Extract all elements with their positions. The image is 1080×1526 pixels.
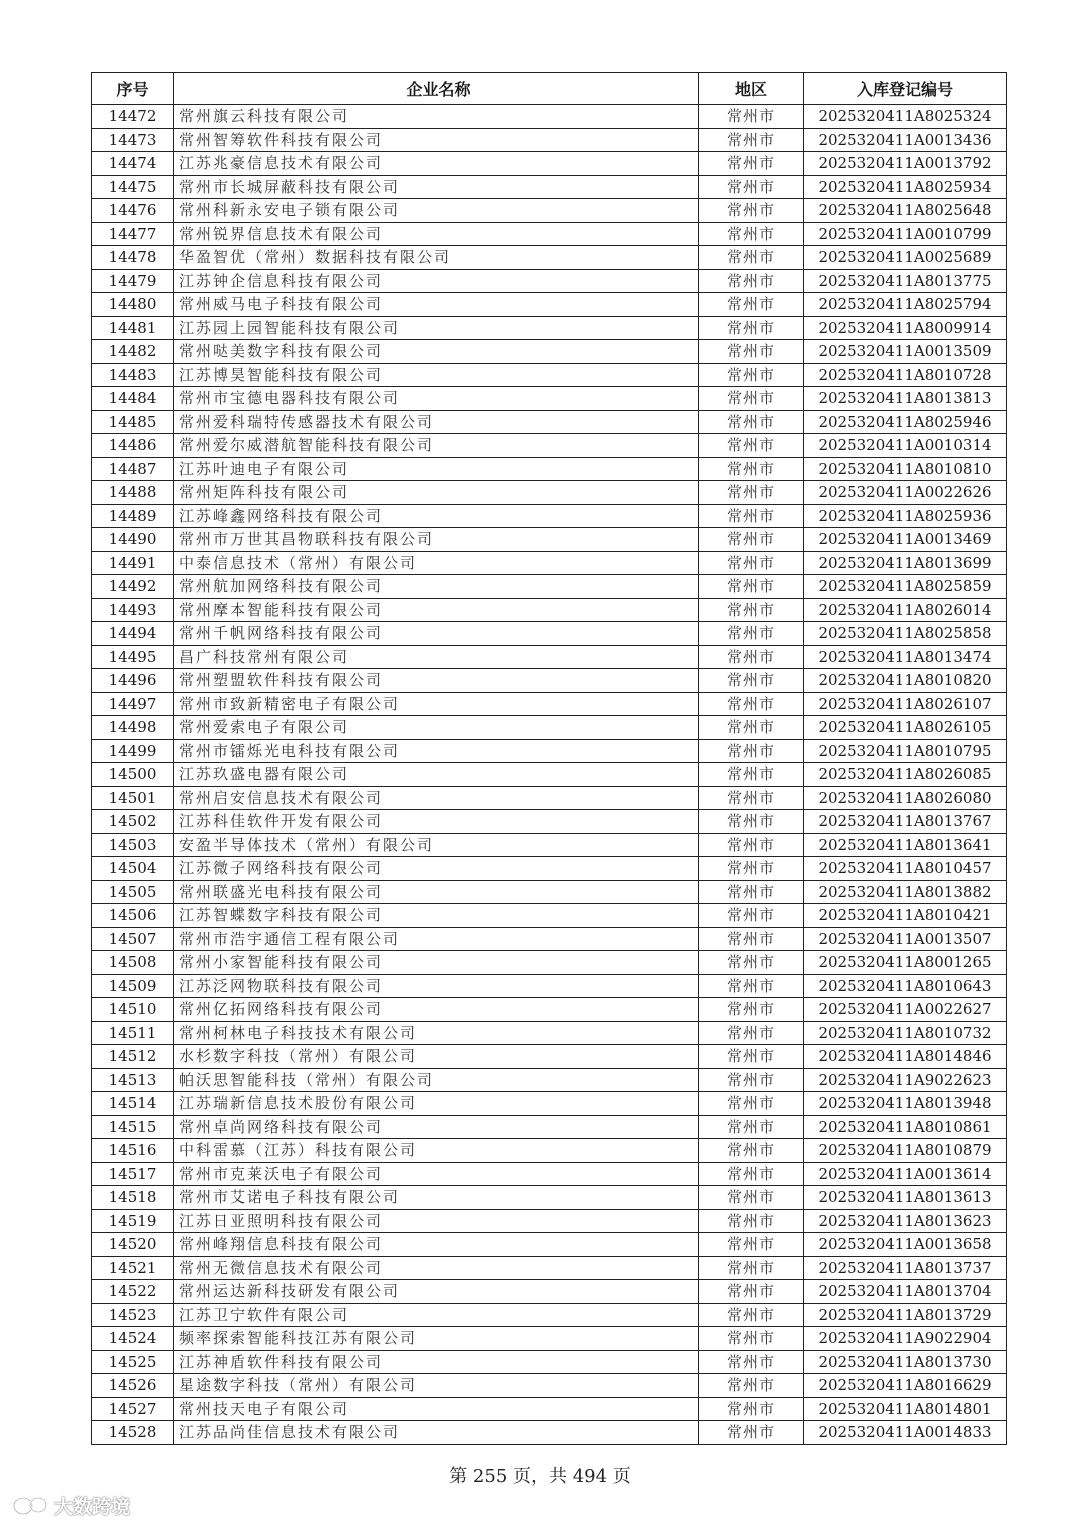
cell-registration-number: 2025320411A0010314 (804, 434, 1007, 458)
cell-seq: 14475 (92, 175, 174, 199)
cell-company-name: 常州塑盟软件科技有限公司 (174, 669, 699, 693)
cell-registration-number: 2025320411A8013704 (804, 1280, 1007, 1304)
cell-registration-number: 2025320411A8013767 (804, 810, 1007, 834)
cell-registration-number: 2025320411A8025648 (804, 199, 1007, 223)
cell-region: 常州市 (699, 716, 804, 740)
cell-seq: 14510 (92, 998, 174, 1022)
cell-registration-number: 2025320411A8013730 (804, 1350, 1007, 1374)
cell-registration-number: 2025320411A0013469 (804, 528, 1007, 552)
cell-registration-number: 2025320411A0013658 (804, 1233, 1007, 1257)
cell-company-name: 常州联盛光电科技有限公司 (174, 880, 699, 904)
table-row (92, 246, 1007, 270)
cell-company-name: 江苏泛网物联科技有限公司 (174, 974, 699, 998)
cell-registration-number: 2025320411A8014846 (804, 1045, 1007, 1069)
cell-seq: 14515 (92, 1115, 174, 1139)
cell-company-name: 常州市艾诺电子科技有限公司 (174, 1186, 699, 1210)
cell-region: 常州市 (699, 175, 804, 199)
table-row (92, 857, 1007, 881)
cell-seq: 14501 (92, 786, 174, 810)
cell-region: 常州市 (699, 481, 804, 505)
table-row (92, 904, 1007, 928)
cell-registration-number: 2025320411A0013792 (804, 152, 1007, 176)
cell-company-name: 常州智筹软件科技有限公司 (174, 128, 699, 152)
cell-seq: 14485 (92, 410, 174, 434)
table-row (92, 1327, 1007, 1351)
table-row (92, 1115, 1007, 1139)
cell-seq: 14516 (92, 1139, 174, 1163)
cell-seq: 14500 (92, 763, 174, 787)
cell-company-name: 常州锐界信息技术有限公司 (174, 222, 699, 246)
cell-region: 常州市 (699, 1139, 804, 1163)
cell-seq: 14490 (92, 528, 174, 552)
table-row (92, 222, 1007, 246)
cell-seq: 14487 (92, 457, 174, 481)
cell-company-name: 常州市万世其昌物联科技有限公司 (174, 528, 699, 552)
cell-company-name: 常州爱索电子有限公司 (174, 716, 699, 740)
watermark (12, 1492, 130, 1519)
cell-region: 常州市 (699, 904, 804, 928)
table-row (92, 293, 1007, 317)
cell-seq: 14522 (92, 1280, 174, 1304)
cell-registration-number: 2025320411A8010861 (804, 1115, 1007, 1139)
cell-seq: 14512 (92, 1045, 174, 1069)
cell-company-name: 常州无微信息技术有限公司 (174, 1256, 699, 1280)
table-row (92, 1021, 1007, 1045)
cell-company-name: 常州峰翔信息科技有限公司 (174, 1233, 699, 1257)
cell-seq: 14521 (92, 1256, 174, 1280)
cell-seq: 14496 (92, 669, 174, 693)
cell-seq: 14517 (92, 1162, 174, 1186)
cell-registration-number: 2025320411A8013613 (804, 1186, 1007, 1210)
table-row (92, 1374, 1007, 1398)
table-row (92, 645, 1007, 669)
cell-region: 常州市 (699, 1374, 804, 1398)
cell-region: 常州市 (699, 1209, 804, 1233)
cell-company-name: 常州爱科瑞特传感器技术有限公司 (174, 410, 699, 434)
cell-seq: 14491 (92, 551, 174, 575)
cell-company-name: 常州市宝德电器科技有限公司 (174, 387, 699, 411)
cell-company-name: 常州威马电子科技有限公司 (174, 293, 699, 317)
cell-company-name: 常州科新永安电子锁有限公司 (174, 199, 699, 223)
cell-region: 常州市 (699, 786, 804, 810)
cell-seq: 14493 (92, 598, 174, 622)
header-region: 地区 (699, 73, 804, 105)
cell-company-name: 水杉数字科技（常州）有限公司 (174, 1045, 699, 1069)
cell-company-name: 江苏卫宁软件有限公司 (174, 1303, 699, 1327)
cell-registration-number: 2025320411A8013699 (804, 551, 1007, 575)
cell-registration-number: 2025320411A8013474 (804, 645, 1007, 669)
table-body (92, 105, 1007, 1445)
cell-region: 常州市 (699, 857, 804, 881)
cell-region: 常州市 (699, 293, 804, 317)
cell-region: 常州市 (699, 763, 804, 787)
cell-region: 常州市 (699, 998, 804, 1022)
cell-company-name: 常州千帆网络科技有限公司 (174, 622, 699, 646)
cell-registration-number: 2025320411A8025859 (804, 575, 1007, 599)
header-seq: 序号 (92, 73, 174, 105)
cell-region: 常州市 (699, 363, 804, 387)
cell-seq: 14499 (92, 739, 174, 763)
cell-registration-number: 2025320411A9022904 (804, 1327, 1007, 1351)
cell-region: 常州市 (699, 1421, 804, 1445)
table-row (92, 504, 1007, 528)
cell-registration-number: 2025320411A0022627 (804, 998, 1007, 1022)
cell-registration-number: 2025320411A8025946 (804, 410, 1007, 434)
cell-region: 常州市 (699, 1233, 804, 1257)
cell-seq: 14507 (92, 927, 174, 951)
table-row (92, 1045, 1007, 1069)
cell-seq: 14492 (92, 575, 174, 599)
cell-seq: 14513 (92, 1068, 174, 1092)
table-row (92, 716, 1007, 740)
cell-region: 常州市 (699, 1280, 804, 1304)
cell-company-name: 江苏园上园智能科技有限公司 (174, 316, 699, 340)
table-row (92, 128, 1007, 152)
cell-registration-number: 2025320411A8010421 (804, 904, 1007, 928)
cell-region: 常州市 (699, 739, 804, 763)
table-row (92, 810, 1007, 834)
cell-registration-number: 2025320411A0022626 (804, 481, 1007, 505)
cell-region: 常州市 (699, 692, 804, 716)
cell-region: 常州市 (699, 1256, 804, 1280)
cell-company-name: 常州市镭烁光电科技有限公司 (174, 739, 699, 763)
cell-region: 常州市 (699, 551, 804, 575)
cell-company-name: 帕沃思智能科技（常州）有限公司 (174, 1068, 699, 1092)
cell-region: 常州市 (699, 974, 804, 998)
cell-region: 常州市 (699, 410, 804, 434)
cell-registration-number: 2025320411A8013737 (804, 1256, 1007, 1280)
cell-seq: 14483 (92, 363, 174, 387)
cell-registration-number: 2025320411A8001265 (804, 951, 1007, 975)
cell-region: 常州市 (699, 575, 804, 599)
cell-seq: 14477 (92, 222, 174, 246)
table-row (92, 481, 1007, 505)
cell-company-name: 江苏博昊智能科技有限公司 (174, 363, 699, 387)
cell-seq: 14503 (92, 833, 174, 857)
cell-company-name: 江苏兆豪信息技术有限公司 (174, 152, 699, 176)
table-row (92, 410, 1007, 434)
cell-seq: 14484 (92, 387, 174, 411)
table-row (92, 669, 1007, 693)
cell-region: 常州市 (699, 316, 804, 340)
cell-registration-number: 2025320411A8026080 (804, 786, 1007, 810)
table-row (92, 998, 1007, 1022)
cell-region: 常州市 (699, 645, 804, 669)
cell-registration-number: 2025320411A0013509 (804, 340, 1007, 364)
cell-company-name: 常州亿拓网络科技有限公司 (174, 998, 699, 1022)
cell-company-name: 常州启安信息技术有限公司 (174, 786, 699, 810)
cell-region: 常州市 (699, 528, 804, 552)
cell-company-name: 常州爱尔威潜航智能科技有限公司 (174, 434, 699, 458)
cell-seq: 14494 (92, 622, 174, 646)
table-row (92, 833, 1007, 857)
cell-region: 常州市 (699, 1045, 804, 1069)
cell-company-name: 常州航加网络科技有限公司 (174, 575, 699, 599)
cell-seq: 14527 (92, 1397, 174, 1421)
cell-registration-number: 2025320411A0013507 (804, 927, 1007, 951)
table-row (92, 692, 1007, 716)
cell-registration-number: 2025320411A8025934 (804, 175, 1007, 199)
table-row (92, 199, 1007, 223)
cell-region: 常州市 (699, 1350, 804, 1374)
cell-region: 常州市 (699, 1092, 804, 1116)
cell-seq: 14525 (92, 1350, 174, 1374)
table-row (92, 457, 1007, 481)
cell-region: 常州市 (699, 128, 804, 152)
cell-registration-number: 2025320411A8025936 (804, 504, 1007, 528)
cell-registration-number: 2025320411A8026085 (804, 763, 1007, 787)
cell-registration-number: 2025320411A8010810 (804, 457, 1007, 481)
cell-region: 常州市 (699, 340, 804, 364)
cell-registration-number: 2025320411A0013436 (804, 128, 1007, 152)
table-row (92, 951, 1007, 975)
cell-registration-number: 2025320411A8010643 (804, 974, 1007, 998)
cell-company-name: 江苏智蝶数字科技有限公司 (174, 904, 699, 928)
table-row (92, 316, 1007, 340)
cell-company-name: 频率探索智能科技江苏有限公司 (174, 1327, 699, 1351)
table-row (92, 1303, 1007, 1327)
cell-seq: 14472 (92, 105, 174, 129)
cell-seq: 14502 (92, 810, 174, 834)
cell-seq: 14514 (92, 1092, 174, 1116)
cell-company-name: 江苏日亚照明科技有限公司 (174, 1209, 699, 1233)
cell-company-name: 常州运达新科技研发有限公司 (174, 1280, 699, 1304)
cell-region: 常州市 (699, 598, 804, 622)
cell-registration-number: 2025320411A8025794 (804, 293, 1007, 317)
table-row (92, 1162, 1007, 1186)
cell-region: 常州市 (699, 833, 804, 857)
cell-seq: 14498 (92, 716, 174, 740)
cell-company-name: 星途数字科技（常州）有限公司 (174, 1374, 699, 1398)
cell-region: 常州市 (699, 1115, 804, 1139)
table-row (92, 598, 1007, 622)
table-row (92, 387, 1007, 411)
cell-registration-number: 2025320411A8010732 (804, 1021, 1007, 1045)
cell-registration-number: 2025320411A8025324 (804, 105, 1007, 129)
cell-seq: 14478 (92, 246, 174, 270)
table-row (92, 1397, 1007, 1421)
cell-company-name: 常州小家智能科技有限公司 (174, 951, 699, 975)
table-row (92, 175, 1007, 199)
cell-registration-number: 2025320411A8010728 (804, 363, 1007, 387)
cell-region: 常州市 (699, 1397, 804, 1421)
cell-region: 常州市 (699, 434, 804, 458)
header-registration-number: 入库登记编号 (804, 73, 1007, 105)
cell-region: 常州市 (699, 152, 804, 176)
cell-registration-number: 2025320411A0010799 (804, 222, 1007, 246)
cell-registration-number: 2025320411A8014801 (804, 1397, 1007, 1421)
cell-seq: 14519 (92, 1209, 174, 1233)
cell-seq: 14505 (92, 880, 174, 904)
cell-region: 常州市 (699, 810, 804, 834)
table-row (92, 1256, 1007, 1280)
cell-company-name: 江苏神盾软件科技有限公司 (174, 1350, 699, 1374)
cell-company-name: 常州柯林电子科技技术有限公司 (174, 1021, 699, 1045)
cell-seq: 14504 (92, 857, 174, 881)
cell-registration-number: 2025320411A8026105 (804, 716, 1007, 740)
table-row (92, 1421, 1007, 1445)
cell-company-name: 常州哒美数字科技有限公司 (174, 340, 699, 364)
cell-region: 常州市 (699, 669, 804, 693)
cell-region: 常州市 (699, 457, 804, 481)
table-row (92, 1280, 1007, 1304)
cell-company-name: 常州卓尚网络科技有限公司 (174, 1115, 699, 1139)
table-row (92, 575, 1007, 599)
table-row (92, 1139, 1007, 1163)
cell-seq: 14479 (92, 269, 174, 293)
cell-registration-number: 2025320411A8010457 (804, 857, 1007, 881)
company-registry-table (91, 72, 1007, 1445)
cell-company-name: 安盈半导体技术（常州）有限公司 (174, 833, 699, 857)
cell-region: 常州市 (699, 1162, 804, 1186)
cell-region: 常州市 (699, 1021, 804, 1045)
cell-registration-number: 2025320411A0013614 (804, 1162, 1007, 1186)
cell-company-name: 华盈智优（常州）数据科技有限公司 (174, 246, 699, 270)
cell-company-name: 江苏微子网络科技有限公司 (174, 857, 699, 881)
table-row (92, 739, 1007, 763)
cell-registration-number: 2025320411A8013948 (804, 1092, 1007, 1116)
cell-registration-number: 2025320411A8026107 (804, 692, 1007, 716)
cell-registration-number: 2025320411A8010879 (804, 1139, 1007, 1163)
cell-seq: 14506 (92, 904, 174, 928)
table-row (92, 528, 1007, 552)
cell-seq: 14523 (92, 1303, 174, 1327)
cell-registration-number: 2025320411A0025689 (804, 246, 1007, 270)
cell-company-name: 常州矩阵科技有限公司 (174, 481, 699, 505)
cell-company-name: 常州技天电子有限公司 (174, 1397, 699, 1421)
cell-company-name: 江苏玖盛电器有限公司 (174, 763, 699, 787)
cell-seq: 14511 (92, 1021, 174, 1045)
cell-company-name: 江苏瑞新信息技术股份有限公司 (174, 1092, 699, 1116)
table-row (92, 152, 1007, 176)
cell-registration-number: 2025320411A0014833 (804, 1421, 1007, 1445)
cell-seq: 14520 (92, 1233, 174, 1257)
cell-region: 常州市 (699, 222, 804, 246)
cell-registration-number: 2025320411A8013641 (804, 833, 1007, 857)
cell-company-name: 常州市致新精密电子有限公司 (174, 692, 699, 716)
cell-seq: 14476 (92, 199, 174, 223)
table-row (92, 551, 1007, 575)
cell-company-name: 江苏峰鑫网络科技有限公司 (174, 504, 699, 528)
cell-seq: 14495 (92, 645, 174, 669)
cell-seq: 14508 (92, 951, 174, 975)
table-row (92, 974, 1007, 998)
table-row (92, 1092, 1007, 1116)
header-company-name: 企业名称 (174, 73, 699, 105)
cell-region: 常州市 (699, 622, 804, 646)
cell-seq: 14528 (92, 1421, 174, 1445)
cell-seq: 14480 (92, 293, 174, 317)
page-number: 第 255 页，共 494 页 (449, 1466, 631, 1487)
table-row (92, 434, 1007, 458)
cell-registration-number: 2025320411A8025858 (804, 622, 1007, 646)
cell-seq: 14488 (92, 481, 174, 505)
cell-region: 常州市 (699, 504, 804, 528)
cell-seq: 14524 (92, 1327, 174, 1351)
cell-region: 常州市 (699, 199, 804, 223)
table-row (92, 105, 1007, 129)
cell-company-name: 常州市克莱沃电子有限公司 (174, 1162, 699, 1186)
table-row (92, 1209, 1007, 1233)
table-header-row (92, 73, 1007, 105)
cell-registration-number: 2025320411A8009914 (804, 316, 1007, 340)
table-row (92, 880, 1007, 904)
cell-region: 常州市 (699, 927, 804, 951)
cell-seq: 14497 (92, 692, 174, 716)
cell-registration-number: 2025320411A8013813 (804, 387, 1007, 411)
table-row (92, 763, 1007, 787)
cell-company-name: 常州摩本智能科技有限公司 (174, 598, 699, 622)
cell-region: 常州市 (699, 1303, 804, 1327)
cell-registration-number: 2025320411A8013775 (804, 269, 1007, 293)
cell-registration-number: 2025320411A8026014 (804, 598, 1007, 622)
table-row (92, 269, 1007, 293)
cell-region: 常州市 (699, 246, 804, 270)
cell-company-name: 中泰信息技术（常州）有限公司 (174, 551, 699, 575)
cell-seq: 14486 (92, 434, 174, 458)
cell-company-name: 江苏品尚佳信息技术有限公司 (174, 1421, 699, 1445)
cell-company-name: 中科雷慕（江苏）科技有限公司 (174, 1139, 699, 1163)
cell-seq: 14518 (92, 1186, 174, 1210)
cell-registration-number: 2025320411A8013729 (804, 1303, 1007, 1327)
cell-company-name: 常州市浩宇通信工程有限公司 (174, 927, 699, 951)
cell-registration-number: 2025320411A8010795 (804, 739, 1007, 763)
cell-company-name: 常州市长城屏蔽科技有限公司 (174, 175, 699, 199)
cell-seq: 14526 (92, 1374, 174, 1398)
table-row (92, 927, 1007, 951)
table-row (92, 1186, 1007, 1210)
cell-company-name: 江苏科佳软件开发有限公司 (174, 810, 699, 834)
cell-registration-number: 2025320411A8016629 (804, 1374, 1007, 1398)
table-row (92, 363, 1007, 387)
cell-company-name: 昌广科技常州有限公司 (174, 645, 699, 669)
cell-registration-number: 2025320411A8013882 (804, 880, 1007, 904)
cell-region: 常州市 (699, 1327, 804, 1351)
table-row (92, 1350, 1007, 1374)
cell-seq: 14489 (92, 504, 174, 528)
table-row (92, 340, 1007, 364)
cell-registration-number: 2025320411A8013623 (804, 1209, 1007, 1233)
cell-seq: 14482 (92, 340, 174, 364)
cell-region: 常州市 (699, 269, 804, 293)
cell-seq: 14509 (92, 974, 174, 998)
cell-region: 常州市 (699, 105, 804, 129)
watermark-text: 大数跨境 (54, 1496, 131, 1518)
cell-company-name: 江苏钟企信息科技有限公司 (174, 269, 699, 293)
cell-seq: 14473 (92, 128, 174, 152)
cell-region: 常州市 (699, 1186, 804, 1210)
table-row (92, 1233, 1007, 1257)
cell-company-name: 江苏叶迪电子有限公司 (174, 457, 699, 481)
cell-region: 常州市 (699, 387, 804, 411)
table-row (92, 786, 1007, 810)
cell-company-name: 常州旗云科技有限公司 (174, 105, 699, 129)
cell-region: 常州市 (699, 1068, 804, 1092)
cell-region: 常州市 (699, 951, 804, 975)
table-row (92, 622, 1007, 646)
cell-region: 常州市 (699, 880, 804, 904)
cell-seq: 14474 (92, 152, 174, 176)
table-row (92, 1068, 1007, 1092)
cell-registration-number: 2025320411A9022623 (804, 1068, 1007, 1092)
cell-seq: 14481 (92, 316, 174, 340)
chat-bubble-logo-icon (12, 1495, 50, 1517)
cell-registration-number: 2025320411A8010820 (804, 669, 1007, 693)
